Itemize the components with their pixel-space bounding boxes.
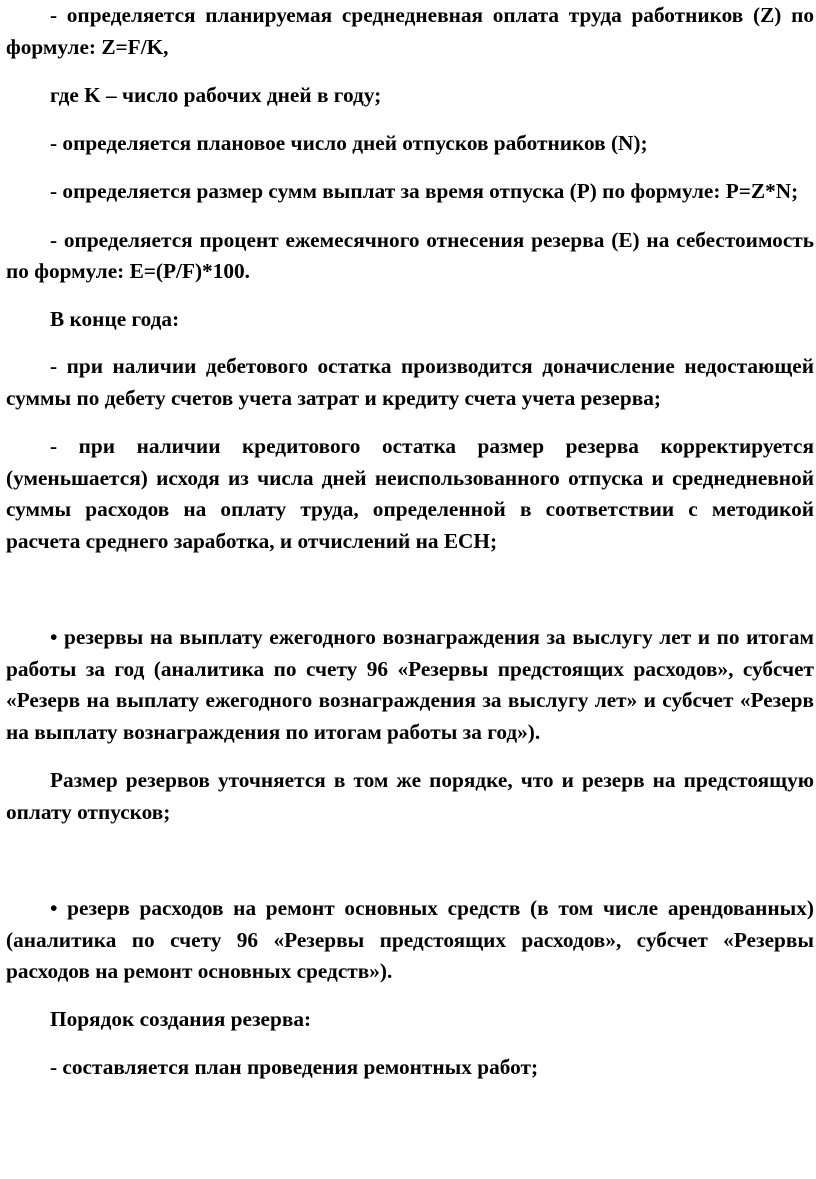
paragraph-year-end: В конце года: <box>50 306 180 331</box>
paragraph-reserve-adjustment: Размер резервов уточняется в том же порядке, что и резерв на предстоящую оплату отпусков; <box>6 768 814 824</box>
paragraph-repair-reserve: • резерв расходов на ремонт основных средств (в том числе арендованных) (аналитика по счету 96 «Резервы предстоящих расходов», субсчет «Резервы расходов на ремонт основных средств»). <box>6 896 814 983</box>
paragraph-credit-balance: - при наличии кредитового остатка размер резерва корректируется (уменьшается) исходя из числа дней неиспользованного отпуска и среднедневной суммы расходов на оплату труда, определенной в соответствии с методикой расчета среднего заработка, и отчислений на ЕСН; <box>6 434 814 553</box>
paragraph-bonus-reserves: • резервы на выплату ежегодного вознаграждения за выслугу лет и по итогам работы за год (аналитика по счету 96 «Резервы предстоящих расходов», субсчет «Резерв на выплату ежегодного вознаграждения за выслугу лет» и субсчет «Резерв на выплату вознаграждения по итогам работы за год»). <box>6 625 814 744</box>
paragraph-planned-daily-pay: - определяется планируемая среднедневная оплата труда работников (Z) по формуле: Z=F/K, <box>6 3 814 59</box>
document-page <box>6 0 814 1084</box>
paragraph-repair-plan: - составляется план проведения ремонтных работ; <box>50 1055 539 1079</box>
paragraph-working-days: где K – число рабочих дней в году; <box>50 83 382 107</box>
paragraph-vacation-days: - определяется плановое число дней отпусков работников (N); <box>50 130 648 155</box>
paragraph-monthly-percent: - определяется процент ежемесячного отнесения резерва (E) на себестоимость по формуле: E=(P/F)*100. <box>6 227 814 283</box>
paragraph-reserve-procedure: Порядок создания резерва: <box>50 1006 312 1031</box>
paragraph-debit-balance: - при наличии дебетового остатка производится доначисление недостающей суммы по дебету счетов учета затрат и кредиту счета учета резерва; <box>6 354 814 410</box>
paragraph-vacation-payments: - определяется размер сумм выплат за время отпуска (P) по формуле: P=Z*N; <box>50 179 799 203</box>
